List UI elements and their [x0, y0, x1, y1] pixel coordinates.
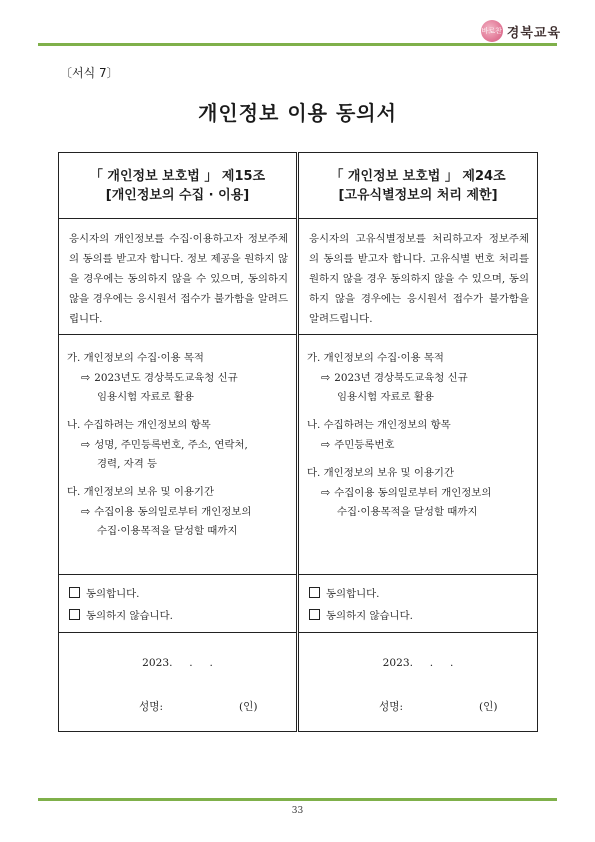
logo-small-text: 바로찬 — [481, 27, 502, 35]
arrow-icon: ⇨ — [321, 486, 331, 499]
seal-mark[interactable]: (인) — [239, 701, 258, 713]
items-label: 나. 수집하려는 개인정보의 항목 — [307, 419, 451, 431]
notice-row — [59, 219, 538, 335]
law-cell-right — [298, 153, 538, 219]
items-item — [67, 416, 290, 474]
law-title: 「 개인정보 보호법 」 제24조 — [330, 169, 506, 184]
notice-left: 응시자의 개인정보를 수집·이용하고자 정보주체의 동의를 받고자 합니다. 정보 제공을 원하지 않을 경우에는 동의하지 않을 수 있으며, 동의하지 않을 경우에는 응시원서 접수가 불가함을 알려드립니다. — [59, 219, 298, 335]
law-cell-left — [59, 153, 298, 219]
purpose-value: 2023년도 경상북도교육청 신규 — [94, 372, 238, 384]
page-number: 33 — [291, 806, 304, 816]
items-item — [307, 416, 531, 455]
arrow-icon: ⇨ — [81, 505, 91, 518]
purpose-cell-left — [59, 335, 298, 575]
period-value: 수집이용 동의일로부터 개인정보의 — [94, 506, 252, 518]
items-value: 성명, 주민등록번호, 주소, 연락처, — [94, 439, 248, 451]
agree-option[interactable] — [69, 583, 286, 605]
disagree-option[interactable] — [309, 605, 527, 627]
arrow-icon: ⇨ — [81, 371, 91, 384]
arrow-icon: ⇨ — [81, 438, 91, 451]
agree-checkbox[interactable] — [69, 587, 80, 598]
page-title: 개인정보 이용 동의서 — [198, 101, 397, 125]
arrow-icon: ⇨ — [321, 438, 331, 451]
period-value-cont: 수집·이용목적을 달성할 때까지 — [97, 525, 238, 537]
purpose-label: 가. 개인정보의 수집·이용 목적 — [307, 352, 444, 364]
period-item — [307, 464, 531, 522]
law-row — [59, 153, 538, 219]
law-title: 「 개인정보 보호법 」 제15조 — [89, 169, 266, 184]
agree-checkbox[interactable] — [309, 587, 320, 598]
law-subtitle: [개인정보의 수집 · 이용] — [105, 188, 250, 203]
sign-cell-right — [298, 633, 538, 732]
period-label: 다. 개인정보의 보유 및 이용기간 — [307, 467, 454, 479]
purpose-item — [67, 349, 290, 407]
items-label: 나. 수집하려는 개인정보의 항목 — [67, 419, 211, 431]
name-label: 성명: — [139, 701, 164, 713]
consent-table — [58, 152, 538, 732]
date-field[interactable]: 2023. . . — [382, 657, 454, 669]
disagree-option[interactable] — [69, 605, 286, 627]
agree-row — [59, 575, 538, 633]
disagree-label: 동의하지 않습니다. — [86, 610, 173, 622]
top-divider — [38, 43, 557, 46]
date-field[interactable]: 2023. . . — [142, 657, 213, 669]
logo-emblem-icon — [481, 20, 503, 42]
purpose-cell-right — [298, 335, 538, 575]
purpose-value: 2023년 경상북도교육청 신규 — [334, 372, 468, 384]
agree-cell-right — [298, 575, 538, 633]
header-logo — [481, 20, 561, 42]
disagree-checkbox[interactable] — [69, 609, 80, 620]
name-label: 성명: — [379, 701, 404, 713]
period-item — [67, 483, 290, 541]
purpose-label: 가. 개인정보의 수집·이용 목적 — [67, 352, 204, 364]
agree-option[interactable] — [309, 583, 527, 605]
disagree-checkbox[interactable] — [309, 609, 320, 620]
purpose-value-cont: 임용시험 자료로 활용 — [337, 391, 434, 403]
period-value-cont: 수집·이용목적을 달성할 때까지 — [337, 506, 478, 518]
agree-cell-left — [59, 575, 298, 633]
sign-cell-left — [59, 633, 298, 732]
period-label: 다. 개인정보의 보유 및 이용기간 — [67, 486, 214, 498]
sign-row — [59, 633, 538, 732]
form-number: 〔서식 7〕 — [60, 66, 119, 80]
bottom-divider — [38, 798, 557, 801]
logo-text: 경북교육 — [506, 25, 561, 41]
purpose-row — [59, 335, 538, 575]
items-value-cont: 경력, 자격 등 — [97, 458, 158, 470]
arrow-icon: ⇨ — [321, 371, 331, 384]
seal-mark[interactable]: (인) — [479, 701, 498, 713]
notice-right: 응시자의 고유식별정보를 처리하고자 정보주체의 동의를 받고자 합니다. 고유식별 번호 처리를 원하지 않을 경우 동의하지 않을 수 있으며, 동의하지 않을 경우에는 응시원서 접수가 불가함을 알려드립니다. — [298, 219, 538, 335]
period-value: 수집이용 동의일로부터 개인정보의 — [334, 487, 492, 499]
purpose-item — [307, 349, 531, 407]
agree-label: 동의합니다. — [326, 588, 380, 600]
purpose-value-cont: 임용시험 자료로 활용 — [97, 391, 194, 403]
law-subtitle: [고유식별정보의 처리 제한] — [338, 188, 498, 203]
items-value: 주민등록번호 — [334, 439, 395, 451]
agree-label: 동의합니다. — [86, 588, 140, 600]
disagree-label: 동의하지 않습니다. — [326, 610, 413, 622]
